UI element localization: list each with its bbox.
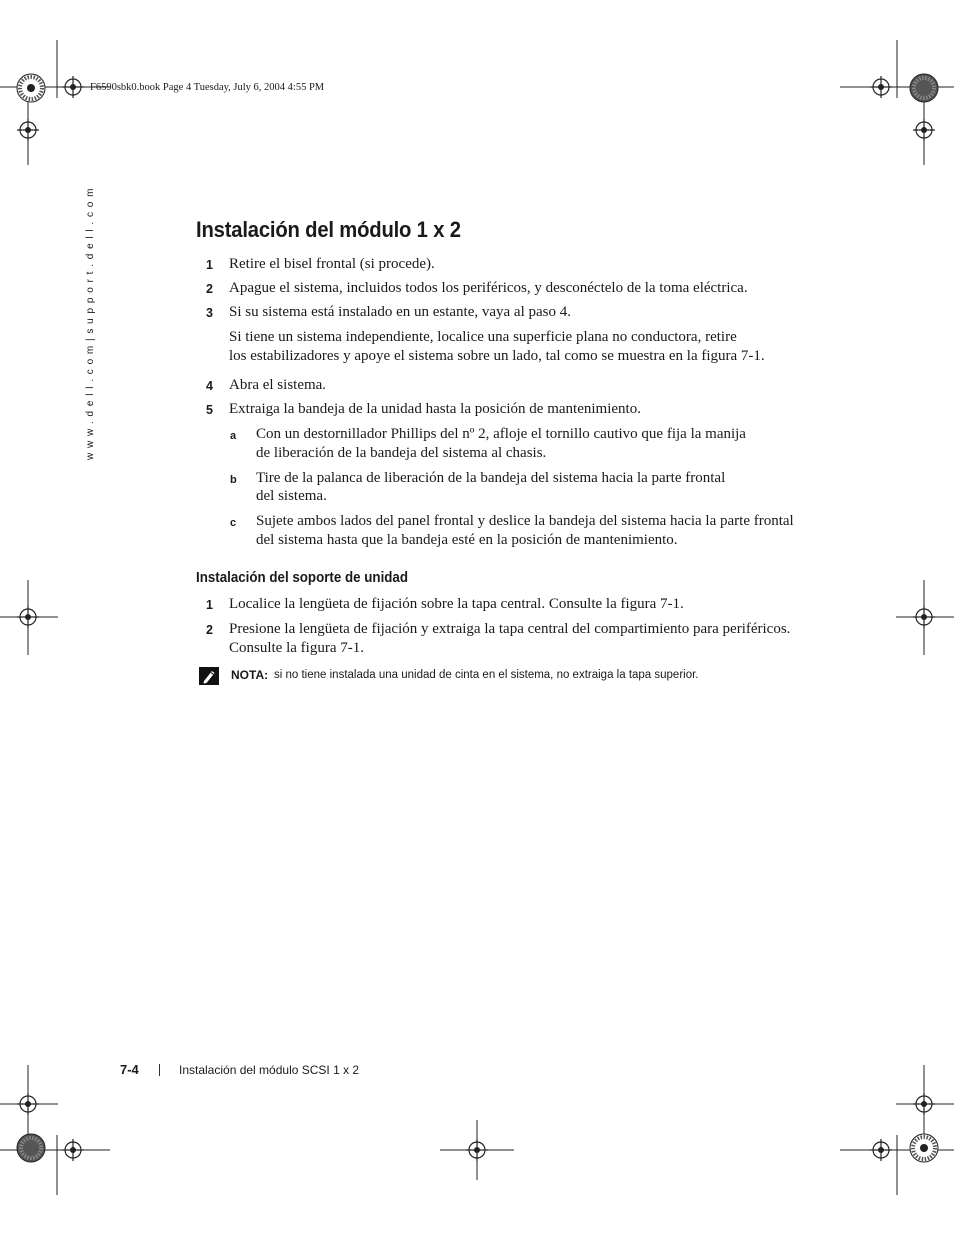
subsection-title: Instalación del soporte de unidad bbox=[196, 570, 408, 586]
substep-letter: c bbox=[230, 517, 237, 529]
page-title: Instalación del módulo 1 x 2 bbox=[196, 217, 461, 242]
step-number: 4 bbox=[206, 379, 213, 393]
subsection-step-text: Presione la lengüeta de fijación y extraiga la tapa central del compartimiento para periféricos. bbox=[229, 621, 791, 637]
step-text: Apague el sistema, incluidos todos los periféricos, y desconéctelo de la toma eléctrica. bbox=[229, 280, 748, 296]
substep-text: Con un destornillador Phillips del nº 2, afloje el tornillo cautivo que fija la manija bbox=[256, 426, 746, 442]
substep-letter: b bbox=[230, 474, 237, 486]
pencil-note-icon bbox=[199, 667, 219, 685]
step-text: los estabilizadores y apoye el sistema sobre un lado, tal como se muestra en la figura 7-1. bbox=[229, 348, 765, 364]
step-text: Retire el bisel frontal (si procede). bbox=[229, 256, 435, 272]
substep-text: de liberación de la bandeja del sistema al chasis. bbox=[256, 445, 547, 461]
step-text: Extraiga la bandeja de la unidad hasta la posición de mantenimiento. bbox=[229, 401, 641, 417]
footer-title: Instalación del módulo SCSI 1 x 2 bbox=[179, 1063, 360, 1077]
subsection-step-text: Consulte la figura 7-1. bbox=[229, 640, 364, 656]
print-job-info: F6590sbk0.book Page 4 Tuesday, July 6, 2004 4:55 PM bbox=[90, 82, 325, 93]
side-url: w w w . d e l l . c o m | s u p p o r t . d e l l . c o m bbox=[85, 187, 96, 460]
side-url-container bbox=[84, 187, 98, 460]
substep-text: Sujete ambos lados del panel frontal y deslice la bandeja del sistema hacia la parte frontal bbox=[256, 513, 794, 529]
step-number: 3 bbox=[206, 306, 213, 320]
step-number: 1 bbox=[206, 258, 213, 272]
substep-text: Tire de la palanca de liberación de la bandeja del sistema hacia la parte frontal bbox=[256, 470, 726, 486]
substep-text: del sistema hasta que la bandeja esté en la posición de mantenimiento. bbox=[256, 532, 678, 548]
step-number: 5 bbox=[206, 403, 213, 417]
step-text: Abra el sistema. bbox=[229, 377, 327, 393]
footer-separator bbox=[159, 1064, 160, 1076]
step-number: 2 bbox=[206, 282, 213, 296]
footer-page-number: 7-4 bbox=[120, 1062, 139, 1077]
substep-text: del sistema. bbox=[256, 488, 327, 504]
note-text: si no tiene instalada una unidad de cinta en el sistema, no extraiga la tapa superior. bbox=[274, 669, 699, 681]
note-label: NOTA: bbox=[231, 668, 269, 682]
subsection-step-number: 1 bbox=[206, 598, 213, 612]
substep-letter: a bbox=[230, 430, 237, 442]
subsection-step-text: Localice la lengüeta de fijación sobre la tapa central. Consulte la figura 7-1. bbox=[229, 596, 684, 612]
step-text: Si tiene un sistema independiente, localice una superficie plana no conductora, retire bbox=[229, 329, 737, 345]
subsection-step-number: 2 bbox=[206, 623, 213, 637]
step-text: Si su sistema está instalado en un estante, vaya al paso 4. bbox=[229, 304, 572, 320]
